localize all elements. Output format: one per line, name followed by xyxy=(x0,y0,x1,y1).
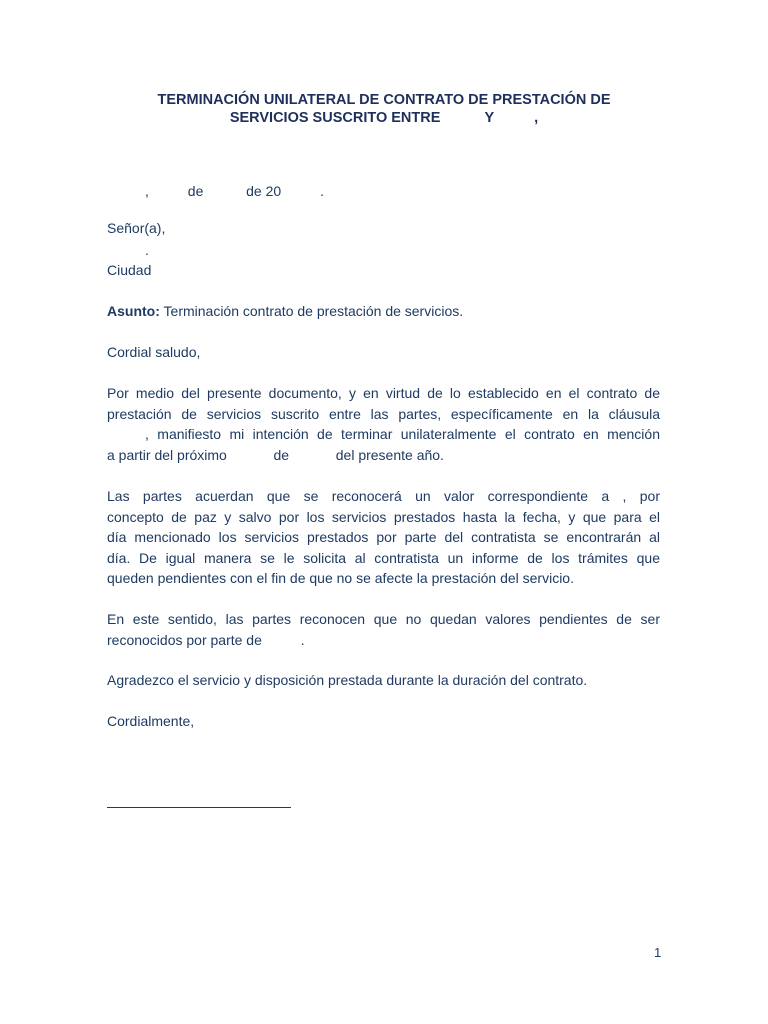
recipient-name-placeholder: . xyxy=(145,242,149,258)
document-title-line-2: SERVICIOS SUSCRITO ENTRE Y , xyxy=(229,110,539,126)
recipient-city: Ciudad xyxy=(107,262,152,278)
thanks-line: Agradezco el servicio y disposición prestada durante la duración del contrato. xyxy=(107,672,588,688)
subject-text: Terminación contrato de prestación de servicios. xyxy=(159,303,464,319)
paragraph-2-line-2: concepto de paz y salvo por los servicios prestados hasta la fecha, y que para el xyxy=(107,508,660,525)
paragraph-1-line-3 xyxy=(145,424,660,445)
paragraph-2-line-4: día. De igual manera se le solicita al contratista un informe de los trámites que xyxy=(107,549,660,566)
closing: Cordialmente, xyxy=(107,713,195,729)
date-line: , de de 20 . xyxy=(145,183,324,199)
paragraph-1-line-1: Por medio del presente documento, y en virtud de lo establecido en el contrato de xyxy=(107,385,660,401)
paragraph-2-line-5: queden pendientes con el fin de que no se afecte la prestación del servicio. xyxy=(107,570,574,586)
signature-line xyxy=(107,797,291,808)
page-number: 1 xyxy=(654,945,662,960)
paragraph-1-line-2: prestación de servicios suscrito entre las partes, específicamente en la cláusula xyxy=(107,405,660,422)
paragraph-2-line-3: día mencionado los servicios prestados por parte del contratista se encontrarán al xyxy=(107,529,660,545)
subject-label: Asunto: xyxy=(107,303,160,319)
paragraph-3-line-2: reconocidos por parte de . xyxy=(107,631,305,648)
greeting: Cordial saludo, xyxy=(107,344,201,360)
subject-line xyxy=(107,301,660,322)
paragraph-2-line-1: Las partes acuerdan que se reconocerá un valor correspondiente a , por xyxy=(107,488,660,504)
paragraph-1-line-3-text: , manifiesto mi intención de terminar unilateralmente el contrato en mención xyxy=(145,426,660,442)
paragraph-3-line-1: En este sentido, las partes reconocen que no quedan valores pendientes de ser xyxy=(107,611,660,627)
paragraph-1-line-4: a partir del próximo de del presente año. xyxy=(107,446,444,463)
document-title-line-1: TERMINACIÓN UNILATERAL DE CONTRATO DE PRESTACIÓN DE xyxy=(157,92,611,108)
recipient-salutation: Señor(a), xyxy=(107,220,166,236)
